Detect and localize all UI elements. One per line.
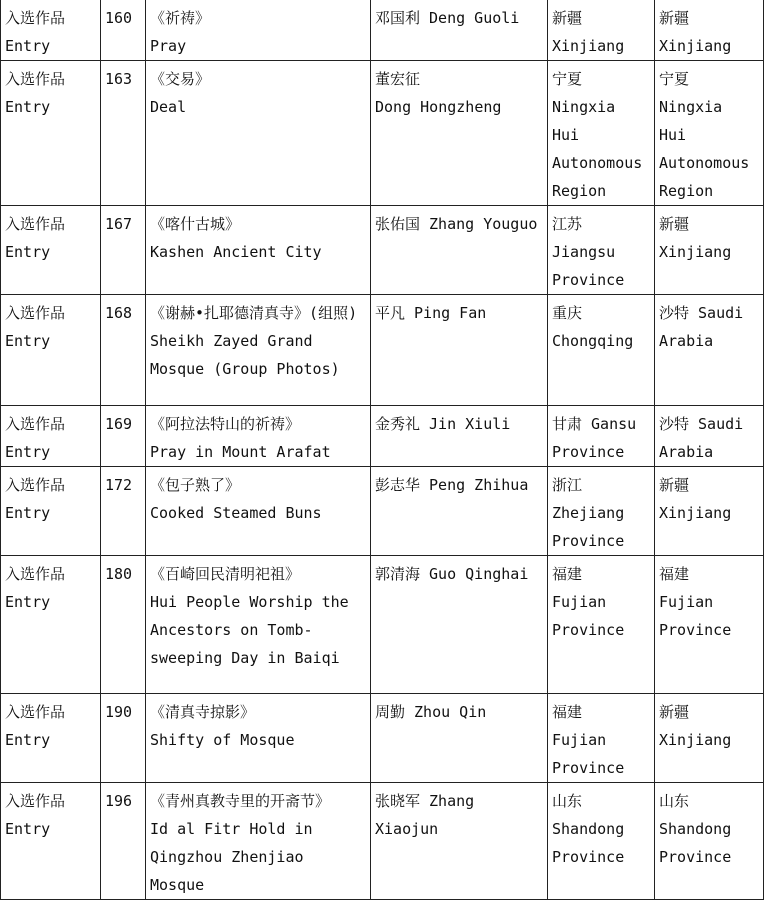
table-row [1, 694, 764, 783]
entry-number-cell: 190 [101, 694, 146, 783]
entry-title-cell: 《阿拉法特山的祈祷》 Pray in Mount Arafat [146, 406, 371, 467]
entry-category-cell: 入选作品 Entry [1, 61, 101, 206]
entry-category-cell: 入选作品 Entry [1, 467, 101, 556]
table-row [1, 206, 764, 295]
entry-title-cell: 《青州真教寺里的开斋节》 Id al Fitr Hold in Qingzhou Zhenjiao Mosque [146, 783, 371, 900]
entry-title-cell: 《百崎回民清明祀祖》 Hui People Worship the Ancestors on Tomb-sweeping Day in Baiqi [146, 556, 371, 694]
entry-category-cell: 入选作品 Entry [1, 556, 101, 694]
entry-from-cell: 江苏 Jiangsu Province [548, 206, 655, 295]
entry-author-cell: 张晓军 Zhang Xiaojun [371, 783, 548, 900]
entry-category-cell: 入选作品 Entry [1, 783, 101, 900]
entry-from-cell: 宁夏 Ningxia Hui Autonomous Region [548, 61, 655, 206]
entry-author-cell: 金秀礼 Jin Xiuli [371, 406, 548, 467]
entry-from-cell: 福建 Fujian Province [548, 556, 655, 694]
entry-from-cell: 浙江 Zhejiang Province [548, 467, 655, 556]
entry-location-cell: 新疆 Xinjiang [655, 0, 764, 61]
entry-number-cell: 169 [101, 406, 146, 467]
table-row [1, 0, 764, 61]
entry-from-cell: 福建 Fujian Province [548, 694, 655, 783]
entry-number-cell: 180 [101, 556, 146, 694]
entry-from-cell: 山东 Shandong Province [548, 783, 655, 900]
entries-table-body [1, 0, 764, 900]
entry-location-cell: 宁夏 Ningxia Hui Autonomous Region [655, 61, 764, 206]
entry-category-cell: 入选作品 Entry [1, 295, 101, 406]
entry-location-cell: 沙特 Saudi Arabia [655, 295, 764, 406]
entry-title-cell: 《谢赫•扎耶德清真寺》(组照) Sheikh Zayed Grand Mosque (Group Photos) [146, 295, 371, 406]
entry-location-cell: 福建 Fujian Province [655, 556, 764, 694]
entry-author-cell: 平凡 Ping Fan [371, 295, 548, 406]
table-row [1, 295, 764, 406]
table-row [1, 467, 764, 556]
entry-author-cell: 董宏征 Dong Hongzheng [371, 61, 548, 206]
entry-location-cell: 山东 Shandong Province [655, 783, 764, 900]
entry-number-cell: 168 [101, 295, 146, 406]
table-row [1, 406, 764, 467]
table-row [1, 61, 764, 206]
entry-author-cell: 邓国利 Deng Guoli [371, 0, 548, 61]
entry-from-cell: 重庆 Chongqing [548, 295, 655, 406]
entry-title-cell: 《交易》 Deal [146, 61, 371, 206]
entry-category-cell: 入选作品 Entry [1, 0, 101, 61]
entry-location-cell: 新疆 Xinjiang [655, 206, 764, 295]
entry-from-cell: 甘肃 Gansu Province [548, 406, 655, 467]
entry-from-cell: 新疆 Xinjiang [548, 0, 655, 61]
entry-number-cell: 196 [101, 783, 146, 900]
entry-author-cell: 彭志华 Peng Zhihua [371, 467, 548, 556]
entry-author-cell: 郭清海 Guo Qinghai [371, 556, 548, 694]
entry-title-cell: 《喀什古城》 Kashen Ancient City [146, 206, 371, 295]
entry-number-cell: 160 [101, 0, 146, 61]
entry-title-cell: 《包子熟了》 Cooked Steamed Buns [146, 467, 371, 556]
entry-location-cell: 沙特 Saudi Arabia [655, 406, 764, 467]
table-row [1, 783, 764, 900]
entry-author-cell: 张佑国 Zhang Youguo [371, 206, 548, 295]
entry-author-cell: 周勤 Zhou Qin [371, 694, 548, 783]
entry-number-cell: 172 [101, 467, 146, 556]
entry-title-cell: 《祈祷》 Pray [146, 0, 371, 61]
entry-number-cell: 167 [101, 206, 146, 295]
entry-title-cell: 《清真寺掠影》 Shifty of Mosque [146, 694, 371, 783]
table-row [1, 556, 764, 694]
entry-category-cell: 入选作品 Entry [1, 694, 101, 783]
entry-category-cell: 入选作品 Entry [1, 206, 101, 295]
entry-location-cell: 新疆 Xinjiang [655, 467, 764, 556]
entry-location-cell: 新疆 Xinjiang [655, 694, 764, 783]
entry-category-cell: 入选作品 Entry [1, 406, 101, 467]
entry-number-cell: 163 [101, 61, 146, 206]
